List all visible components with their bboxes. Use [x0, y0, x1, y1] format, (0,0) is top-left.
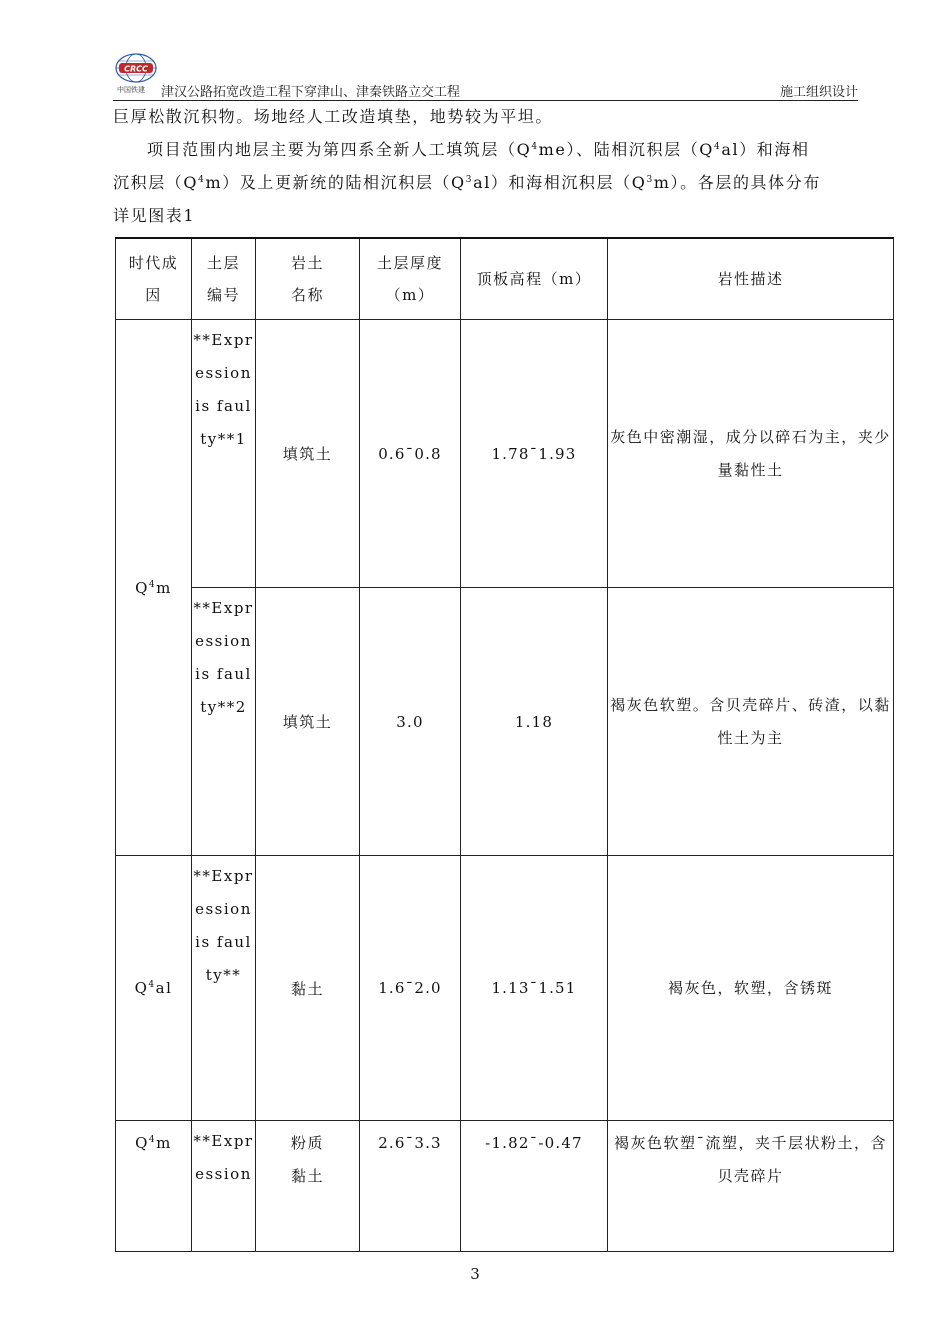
soil-name-cell: 填筑土: [256, 588, 360, 856]
paragraph-line-2: 项目范围内地层主要为第四系全新人工填筑层$(Q^4me)$、陆相沉积层$(Q^4al)$和海相: [147, 140, 810, 159]
layer-code-cell: **Expression is faulty**: [192, 856, 256, 1121]
paragraph-line-4: 详见图表1: [113, 206, 196, 225]
top-elevation-cell: -1.82¯-0.47: [461, 1121, 608, 1252]
thickness-cell: 1.6¯2.0: [360, 856, 461, 1121]
thickness-cell: 2.6¯3.3: [360, 1121, 461, 1252]
logo-text: CRCC: [124, 64, 148, 74]
logo-caption: 中国铁建: [117, 86, 145, 94]
paragraph-line-1: 巨厚松散沉积物。场地经人工改造填垫，地势较为平坦。: [113, 107, 554, 126]
soil-name-cell: 填筑土: [256, 320, 360, 588]
soil-strata-table: [115, 237, 894, 1252]
header-lithology: 岩性描述: [608, 238, 894, 320]
layer-code-cell: **Expression is faulty**1: [192, 320, 256, 588]
header-doc-type: 施工组织设计: [779, 85, 858, 100]
header-layer-code: 土层 编号: [192, 238, 256, 320]
lithology-cell: 褐灰色，软塑，含锈斑: [608, 856, 894, 1121]
lithology-cell: 灰色中密潮湿，成分以碎石为主，夹少量黏性土: [608, 320, 894, 588]
page-header: [113, 52, 858, 101]
table-row: [116, 856, 894, 1121]
table-row: [116, 588, 894, 856]
table-row: [116, 1121, 894, 1252]
paragraph-line-3: 沉积层$(Q^4m)$及上更新统的陆相沉积层$(Q^3al)$和海相沉积层$(Q^3m)$。各层的具体分布: [113, 173, 821, 192]
lithology-cell: 褐灰色软塑¯流塑，夹千层状粉土，含贝壳碎片: [608, 1121, 894, 1252]
header-top-elevation: 顶板高程（m）: [461, 238, 608, 320]
header-soil-name: 岩土 名称: [256, 238, 360, 320]
soil-name-cell: 粉质黏土: [256, 1121, 360, 1252]
soil-name-cell: 黏土: [256, 856, 360, 1121]
header-era: 时代成 因: [116, 238, 192, 320]
top-elevation-cell: 1.78¯1.93: [461, 320, 608, 588]
era-cell: $Q^4m$: [116, 320, 192, 856]
page-number: 3: [470, 1265, 480, 1283]
era-cell: $Q^4m$: [116, 1121, 192, 1252]
top-elevation-cell: 1.18: [461, 588, 608, 856]
lithology-cell: 褐灰色软塑。含贝壳碎片、砖渣，以黏性土为主: [608, 588, 894, 856]
thickness-cell: 3.0: [360, 588, 461, 856]
table-row: [116, 320, 894, 588]
layer-code-cell: **Expression is faulty**2: [192, 588, 256, 856]
table-header-row: [116, 238, 894, 320]
thickness-cell: 0.6¯0.8: [360, 320, 461, 588]
layer-code-cell: **Expression: [192, 1121, 256, 1252]
era-cell: $Q^4al$: [116, 856, 192, 1121]
header-project-title: 津汉公路拓宽改造工程下穿津山、津秦铁路立交工程: [161, 85, 461, 100]
top-elevation-cell: 1.13¯1.51: [461, 856, 608, 1121]
header-thickness: 土层厚度 （m）: [360, 238, 461, 320]
